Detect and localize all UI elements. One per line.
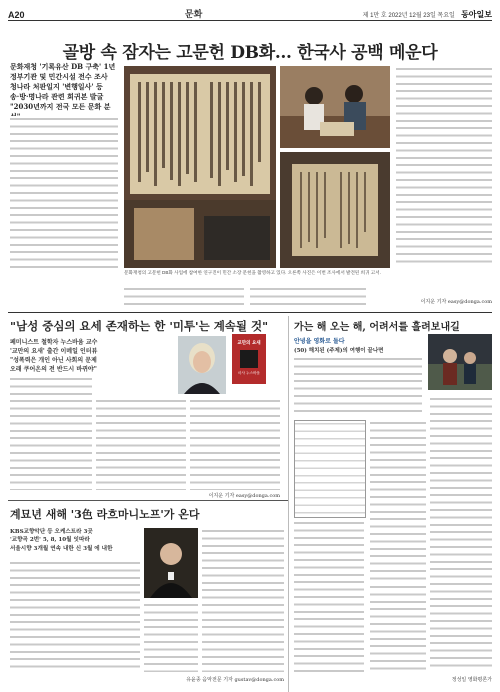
conductor-photo [144, 528, 198, 598]
manuscript-photo [124, 66, 276, 268]
main-subhead: "2030년까지 전국 모든 문화 분 [10, 102, 111, 111]
newspaper-logo: 동아일보 [461, 10, 492, 19]
feature-subhead: '교만의 요새' 출간 이메일 인터뷰 [10, 348, 98, 355]
feature-byline: 이지운 기자 easy@donga.com [208, 493, 280, 499]
film-still [428, 334, 492, 390]
main-subheads [10, 62, 118, 122]
section-divider-2 [8, 500, 288, 501]
main-story-byline: 이지운 기자 easy@donga.com [420, 299, 492, 305]
section-divider [8, 312, 492, 313]
feature-column-3 [190, 398, 280, 490]
main-story-column-3 [250, 286, 366, 306]
bottom-headline: 계묘년 새해 '3色 라흐마니노프'가 온다 [10, 508, 200, 521]
column-headline: 가는 해 오는 해, 어려서를 흘려보내길 [294, 322, 460, 333]
bottom-column-1 [10, 560, 140, 672]
main-subhead: 문화재청 '기록유산 DB 구축' 1년 [10, 62, 116, 71]
bottom-subhead: '교향곡 2번' 5, 8, 10월 잇따라 [10, 537, 90, 544]
feature-subheads [10, 338, 130, 374]
column-text-3 [430, 396, 492, 672]
bottom-subheads [10, 528, 140, 553]
bottom-subhead: KBS교향악단 등 오케스트라 3곳 [10, 529, 93, 535]
page-number: A20 [8, 10, 25, 20]
feature-subhead: "성폭력은 개인 아닌 사회의 문제 [10, 357, 97, 364]
main-photo-top-right [280, 66, 390, 148]
portrait-photo [178, 336, 226, 394]
main-subhead: 정부기관 및 민간시설 전수 조사 [10, 72, 108, 81]
film-still-photo [428, 334, 492, 390]
feature-subhead: 오래 쿠어온의 전 반드시 바뀌야" [10, 366, 97, 373]
column-text-2 [370, 420, 426, 580]
column-text-4 [294, 520, 364, 672]
page-header [8, 4, 492, 21]
main-subhead: 송·방·명나라 관련 희귀본 발굴 [10, 92, 104, 101]
feature-column-2 [96, 398, 186, 490]
main-subhead: 청나라 처판일지 '변행일사' 등 [10, 82, 103, 91]
bottom-byline: 유윤종 음악전문 기자 gustav@donga.com [186, 677, 284, 683]
main-headline: 골방 속 잠자는 고문헌 DB화… 한국사 공백 메운다 [62, 43, 438, 63]
film-info-box [294, 420, 366, 518]
main-story-column-2 [124, 286, 244, 306]
column-divider [288, 316, 289, 692]
book-cover-graphic [240, 350, 258, 368]
old-book-photo [280, 152, 390, 268]
main-story-column-1 [10, 116, 118, 272]
book-cover [232, 334, 266, 384]
author-portrait [178, 336, 226, 394]
feature-subhead: 페미니스트 철학자 누스바움 교수 [10, 339, 98, 346]
conductor-portrait [144, 528, 198, 598]
book-author: 마사 누스바움 [238, 371, 260, 375]
section-name: 문화 [184, 9, 203, 19]
column-text-5 [370, 584, 426, 672]
main-photo-caption: 문화재청의 고문헌 DB화 사업에 참여한 연구진이 민간 소장 문헌을 촬영하고 있다. 오른쪽 사진은 이번 조사에서 발견된 희귀 고서. [124, 270, 381, 275]
film-title: (50) 해치된 (주제)의 여행이 끝나면 [294, 348, 384, 354]
book-title: 교만의 요새 [237, 341, 261, 346]
feature-column-1 [10, 376, 92, 490]
bottom-column-2 [144, 602, 198, 672]
issue-line: 제 1만 호 2022년 12월 23일 목요일 [362, 13, 455, 19]
bottom-subhead: 서울시향 3개월 연속 내한 신 3월 에 내한 [10, 545, 113, 552]
main-photo-bottom-right [280, 152, 390, 268]
bottom-column-3 [202, 528, 284, 672]
column-name: 안녕을 영화로 돌다 [294, 338, 345, 345]
main-photo-large [124, 66, 276, 268]
column-text-1 [294, 356, 422, 416]
main-story-column-right [396, 66, 492, 268]
feature-headline: "남성 중심의 요세 존재하는 한 '미투'는 계속될 것" [10, 319, 269, 333]
column-byline: 정성일 영화평론가 [451, 677, 492, 683]
researchers-photo [280, 66, 390, 148]
